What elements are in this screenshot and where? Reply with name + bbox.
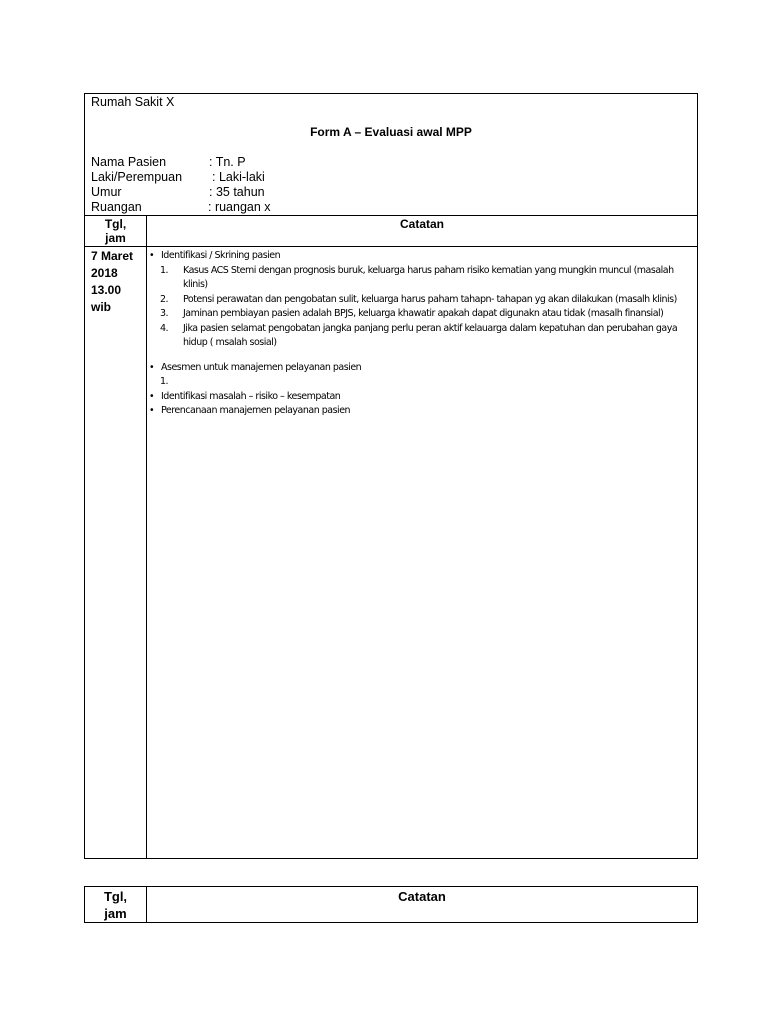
patient-name-label: Nama Pasien <box>91 155 167 169</box>
list-item <box>147 249 693 264</box>
column-header-date: Tgl, jam <box>103 889 128 921</box>
item-number: 2. <box>160 293 169 305</box>
section-identification: Identifikasi masalah – risiko – kesempatan <box>161 390 341 402</box>
patient-name-value: : Tn. P <box>209 155 246 169</box>
list-item <box>147 361 693 376</box>
list-item <box>147 293 693 308</box>
patient-name-row <box>91 155 246 170</box>
section-planning: Perencanaan manajemen pelayanan pasien <box>161 405 351 416</box>
column-header-date: Tgl, jam <box>104 217 127 245</box>
patient-age-label: Umur <box>91 185 122 199</box>
item-text: Jika pasien selamat pengobatan jangka panjang perlu peran aktif kelauarga dalam kepatuhan dan perubahan gaya hidup ( msalah sosial) <box>183 322 678 348</box>
entry-date: 7 Maret 2018 13.00 wib <box>91 249 134 314</box>
bullet-icon: • <box>149 390 155 402</box>
patient-room-value: : ruangan x <box>208 200 271 214</box>
patient-room-row <box>91 200 271 215</box>
bullet-icon: • <box>149 361 155 373</box>
column-header-notes: Catatan <box>399 217 444 231</box>
form-title: Form A – Evaluasi awal MPP <box>310 125 472 139</box>
bullet-icon: • <box>149 405 155 416</box>
notes-content <box>147 249 693 419</box>
empty-numbered-item: 1. <box>160 376 169 387</box>
notes-table-continued <box>84 886 698 923</box>
section-screening: Identifikasi / Skrining pasien <box>161 250 281 261</box>
column-header-notes: Catatan <box>398 889 446 904</box>
notes-table <box>84 215 698 859</box>
patient-gender-label: Laki/Perempuan <box>91 170 183 184</box>
list-item <box>147 322 693 351</box>
spacer <box>147 351 693 361</box>
item-text: Kasus ACS Stemi dengan prognosis buruk, keluarga harus paham risiko kematian yang mungkin muncul (masalah klinis) <box>183 264 674 290</box>
item-number: 4. <box>160 322 169 334</box>
item-number: 3. <box>160 308 169 319</box>
item-number: 1. <box>160 264 169 276</box>
header-row-divider <box>85 246 697 247</box>
list-item <box>147 404 693 419</box>
section-assessment: Asesmen untuk manajemen pelayanan pasien <box>161 361 362 373</box>
list-item <box>147 264 693 293</box>
patient-age-row <box>91 185 265 200</box>
hospital-name: Rumah Sakit X <box>91 95 175 109</box>
item-text: Jaminan pembiayan pasien adalah BPJS, keluarga khawatir apakah dapat digunakn atau tidak (masalh finansial) <box>183 308 664 319</box>
patient-gender-value: : Laki-laki <box>212 170 265 184</box>
patient-room-label: Ruangan <box>91 200 142 214</box>
bullet-icon: • <box>149 250 155 261</box>
list-item <box>147 390 693 405</box>
item-text: Potensi perawatan dan pengobatan sulit, keluarga harus paham tahapn- tahapan yg akan dilakukan (masalh klinis) <box>183 293 677 305</box>
patient-age-value: : 35 tahun <box>209 185 265 199</box>
form-header <box>84 93 698 216</box>
list-item <box>147 307 693 322</box>
patient-gender-row <box>91 170 265 185</box>
